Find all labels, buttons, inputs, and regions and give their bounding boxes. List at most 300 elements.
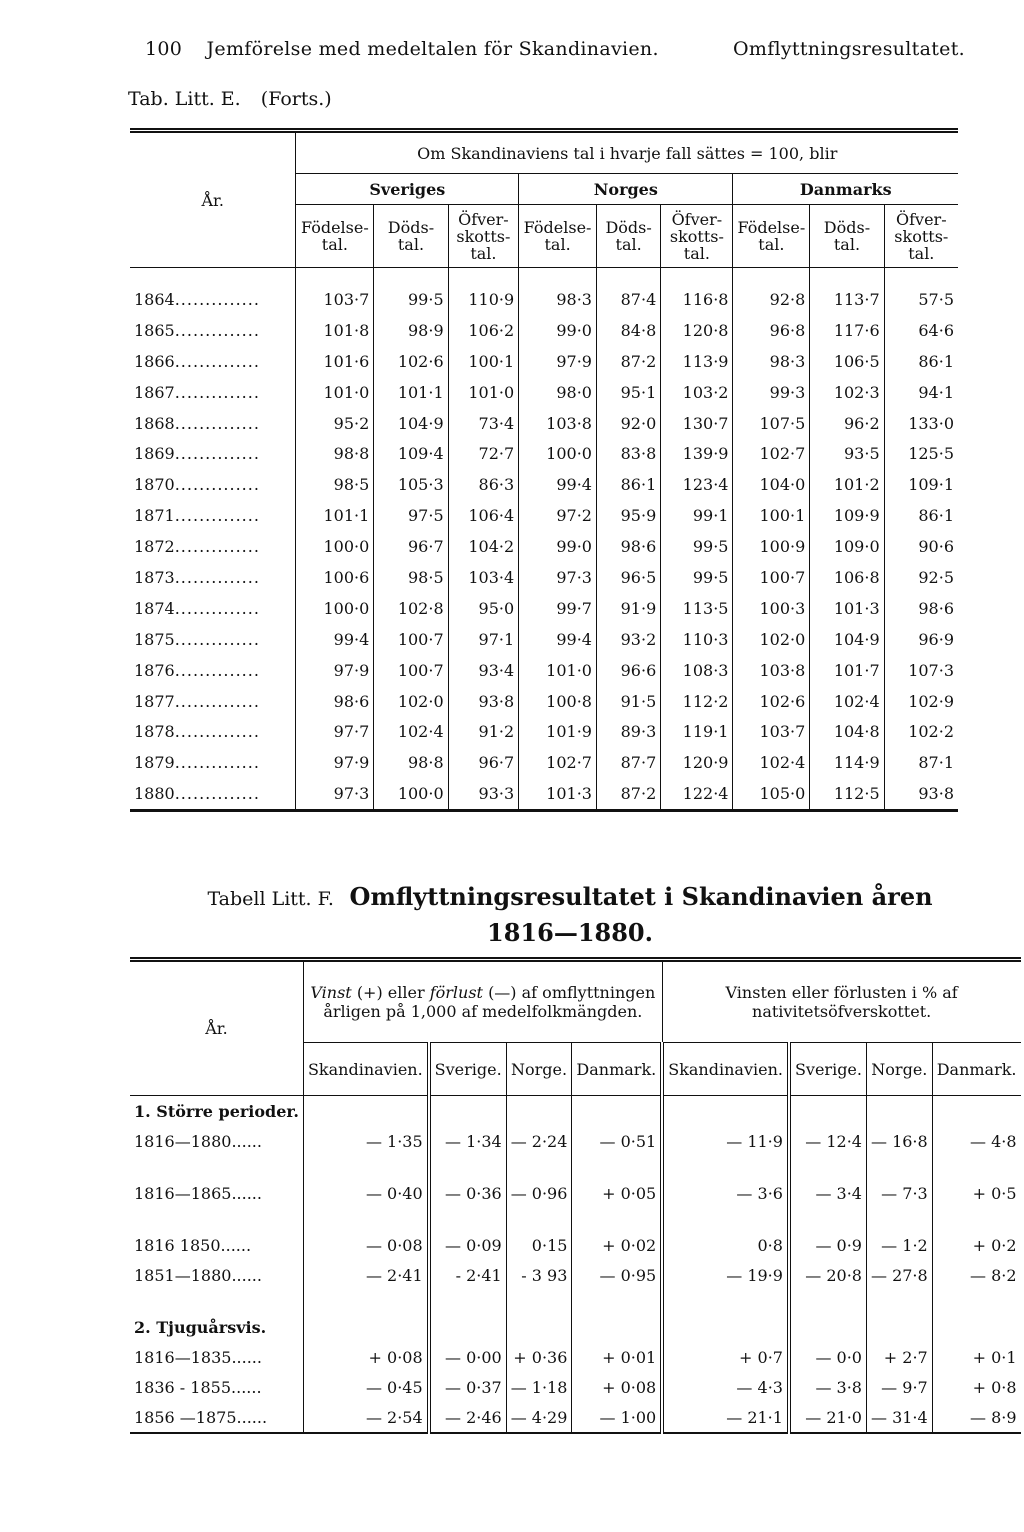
cell-value: 104·0 [733,469,810,500]
page-number: 100 [145,38,183,60]
cell-value: 97·9 [296,747,374,778]
section-title: 1. Större perioder. [134,1101,299,1121]
cell-value: + 0·08 [572,1372,662,1402]
cell-value: 95·9 [596,500,660,531]
empty-cell [303,1208,428,1230]
cell-value: 93·5 [810,438,884,469]
cell-value: 98·3 [519,268,597,315]
col-sverige: Sverige. [789,1043,867,1096]
empty-cell [866,1312,932,1342]
cell-value: + 0·2 [932,1230,1020,1260]
row-year [130,747,296,778]
cell-value: 110·3 [661,624,733,655]
table-f-label: Tabell Litt. F. [207,888,334,910]
cell-value: 73·4 [448,408,519,439]
cell-value: — 9·7 [866,1372,932,1402]
forts-label: (Forts.) [260,88,332,110]
cell-value: 98·8 [374,747,448,778]
cell-value: 109·1 [884,469,958,500]
cell-value: + 0·5 [932,1178,1020,1208]
row-year [130,531,296,562]
cell-value: 104·2 [448,531,519,562]
cell-value: 112·5 [810,778,884,810]
leader-dots: .............. [174,629,260,649]
cell-value: — 1·18 [506,1372,572,1402]
table-row [130,562,958,593]
section-row [130,1312,1021,1342]
table-row [130,655,958,686]
cell-value: 97·7 [296,716,374,747]
cell-value: + 0·8 [932,1372,1020,1402]
col-ofverskottstal: Öfver-skotts-tal. [448,205,519,268]
col-skandinavien: Skandinavien. [662,1043,789,1096]
cell-value: 96·7 [448,747,519,778]
cell-value: 123·4 [661,469,733,500]
row-year-label: 1868 [134,413,175,433]
cell-value: 93·4 [448,655,519,686]
table2-caption-left [303,960,662,1043]
empty-cell [572,1096,662,1127]
leader-dots: .............. [174,382,260,402]
cell-value: 0·15 [506,1230,572,1260]
cell-value: 102·4 [374,716,448,747]
table2-caption-right: Vinsten eller förlusten i % af nativitetsöfverskottet. [662,960,1020,1043]
cell-value: 103·7 [296,268,374,315]
cell-value: 98·6 [296,686,374,717]
leader-dots: .............. [174,351,260,371]
leader-dots: ...... [220,1235,252,1255]
cell-value: 102·7 [519,747,597,778]
table-row [130,1178,1021,1208]
cell-value: 102·4 [733,747,810,778]
cell-value: 95·0 [448,593,519,624]
row-year-label: 1877 [134,691,175,711]
cell-value: — 4·3 [662,1372,789,1402]
row-year [130,1260,303,1290]
empty-cell [303,1156,428,1178]
table-row [130,593,958,624]
row-year [130,346,296,377]
cell-value: — 11·9 [662,1126,789,1156]
row-year [130,315,296,346]
cell-value: 99·5 [374,268,448,315]
cell-value: 110·9 [448,268,519,315]
cell-value: 139·9 [661,438,733,469]
cell-value: 101·0 [519,655,597,686]
year-header: År. [130,131,296,268]
cell-value: 87·1 [884,747,958,778]
table-label [128,88,346,110]
leader-dots: .............. [174,567,260,587]
table-row [130,500,958,531]
cell-value: 120·9 [661,747,733,778]
cell-value: 97·2 [519,500,597,531]
empty-cell [429,1096,507,1127]
empty-cell [506,1208,572,1230]
empty-cell [789,1290,867,1312]
row-year [130,562,296,593]
table-row [130,624,958,655]
cell-value: + 2·7 [866,1342,932,1372]
row-year-label: 1871 [134,506,175,526]
row-year-label: 1816—1835 [134,1347,232,1367]
cell-value: — 0·08 [303,1230,428,1260]
empty-cell [662,1208,789,1230]
table-row [130,1260,1021,1290]
empty-cell [429,1312,507,1342]
cell-value: 104·9 [374,408,448,439]
cell-value: 96·9 [884,624,958,655]
table-row [130,716,958,747]
cell-value: 105·3 [374,469,448,500]
empty-cell [866,1096,932,1127]
row-year-label: 1869 [134,444,175,464]
row-year [130,438,296,469]
row-year-label: 1880 [134,784,175,804]
cell-value: — 4·29 [506,1402,572,1433]
cell-value: 96·5 [596,562,660,593]
cell-value: + 0·7 [662,1342,789,1372]
row-year [130,1402,303,1433]
cell-value: 93·8 [448,686,519,717]
cell-value: 97·5 [374,500,448,531]
row-year-label: 1816 1850 [134,1235,221,1255]
cell-value: 92·5 [884,562,958,593]
cell-value: 99·4 [296,624,374,655]
table-row [130,1126,1021,1156]
cell-value: — 3·8 [789,1372,867,1402]
cell-value: 100·8 [519,686,597,717]
empty-cell [572,1208,662,1230]
leader-dots: .............. [174,320,260,340]
cell-value: — 8·9 [932,1402,1020,1433]
table1-caption: Om Skandinaviens tal i hvarje fall sättes = 100, blir [296,131,958,174]
row-year [130,716,296,747]
cell-value: 101·8 [296,315,374,346]
cell-value: 87·7 [596,747,660,778]
cell-value: — 1·2 [866,1230,932,1260]
cell-value: 101·3 [810,593,884,624]
group-danmarks: Danmarks [733,174,958,205]
empty-cell [789,1312,867,1342]
empty-cell [130,1290,303,1312]
cell-value: - 3 93 [506,1260,572,1290]
cell-value: 101·0 [448,377,519,408]
cell-value: 117·6 [810,315,884,346]
cell-value: 101·0 [296,377,374,408]
cell-value: 133·0 [884,408,958,439]
section-title: 2. Tjuguårsvis. [134,1317,267,1337]
row-year-label: 1864 [134,289,175,309]
cell-value: — 0·96 [506,1178,572,1208]
cell-value: 87·4 [596,268,660,315]
cell-value: 97·9 [519,346,597,377]
cell-value: 96·7 [374,531,448,562]
row-year [130,624,296,655]
cell-value: — 8·2 [932,1260,1020,1290]
empty-cell [932,1208,1020,1230]
cell-value: 93·8 [884,778,958,810]
cell-value: — 1·00 [572,1402,662,1433]
row-year-label: 1856 —1875 [134,1407,237,1427]
cell-value: 96·6 [596,655,660,686]
cell-value: 92·0 [596,408,660,439]
cell-value: 100·6 [296,562,374,593]
table-row [130,438,958,469]
empty-cell [662,1312,789,1342]
cell-value: 98·0 [519,377,597,408]
cell-value: 101·7 [810,655,884,686]
empty-cell [789,1208,867,1230]
cell-value: 97·1 [448,624,519,655]
cell-value: 102·9 [884,686,958,717]
row-year [130,408,296,439]
empty-cell [572,1290,662,1312]
leader-dots: .............. [174,722,260,742]
cell-value: 102·3 [810,377,884,408]
cell-value: 100·7 [374,655,448,686]
empty-cell [662,1290,789,1312]
col-ofverskottstal: Öfver-skotts-tal. [884,205,958,268]
cell-value: — 2·46 [429,1402,507,1433]
table-row [130,778,958,810]
cell-value: 99·4 [519,624,597,655]
row-year-label: 1878 [134,722,175,742]
leader-dots: ...... [231,1265,262,1285]
cell-value: 103·8 [733,655,810,686]
table-row [130,268,958,315]
cell-value: 91·5 [596,686,660,717]
empty-cell [429,1290,507,1312]
empty-cell [866,1156,932,1178]
leader-dots: .............. [174,289,260,309]
row-year [130,655,296,686]
cell-value: 109·9 [810,500,884,531]
cell-value: 100·7 [733,562,810,593]
cell-value: + 0·36 [506,1342,572,1372]
cell-value: — 0·36 [429,1178,507,1208]
empty-cell [572,1156,662,1178]
empty-cell [130,1156,303,1178]
cell-value: — 0·37 [429,1372,507,1402]
cell-value: 104·9 [810,624,884,655]
table-row [130,346,958,377]
cell-value: 109·0 [810,531,884,562]
cell-value: 109·4 [374,438,448,469]
cell-value: — 2·54 [303,1402,428,1433]
cell-value: — 12·4 [789,1126,867,1156]
cell-value: — 1·34 [429,1126,507,1156]
header-right-title: Omflyttningsresultatet. [733,38,965,60]
cell-value: 86·1 [884,346,958,377]
cell-value: 98·6 [884,593,958,624]
cell-value: 99·0 [519,531,597,562]
cell-value: 113·9 [661,346,733,377]
cell-value: 101·3 [519,778,597,810]
cell-value: 102·2 [884,716,958,747]
cell-value: 0·8 [662,1230,789,1260]
cell-value: 101·9 [519,716,597,747]
leader-dots: ...... [231,1347,262,1367]
cell-value: 95·1 [596,377,660,408]
cell-value: — 0·40 [303,1178,428,1208]
col-fodelsetal: Födelse-tal. [733,205,810,268]
leader-dots: ...... [236,1407,268,1427]
cell-value: 101·6 [296,346,374,377]
cell-value: + 0·02 [572,1230,662,1260]
row-year-label: 1866 [134,351,175,371]
cell-value: 92·8 [733,268,810,315]
cell-value: 106·8 [810,562,884,593]
col-norge: Norge. [866,1043,932,1096]
cell-value: 130·7 [661,408,733,439]
cell-value: — 3·4 [789,1178,867,1208]
cell-value: 87·2 [596,346,660,377]
empty-cell [932,1290,1020,1312]
empty-cell [789,1096,867,1127]
col-skandinavien: Skandinavien. [303,1043,428,1096]
table-row [130,408,958,439]
cell-value: — 0·00 [429,1342,507,1372]
cell-value: 100·1 [448,346,519,377]
table-row [130,315,958,346]
table-label-text: Tab. Litt. E. [128,88,241,110]
cell-value: 100·0 [296,593,374,624]
empty-cell [303,1096,428,1127]
empty-cell [429,1156,507,1178]
cell-value: — 0·9 [789,1230,867,1260]
cell-value: 107·5 [733,408,810,439]
cell-value: 105·0 [733,778,810,810]
table-row [130,1342,1021,1372]
cell-value: 64·6 [884,315,958,346]
row-year-label: 1873 [134,567,175,587]
row-year [130,469,296,500]
cell-value: — 21·0 [789,1402,867,1433]
cell-value: 103·8 [519,408,597,439]
group-norges: Norges [519,174,733,205]
row-year [130,1178,303,1208]
cell-value: 86·1 [596,469,660,500]
cell-value: 86·1 [884,500,958,531]
cell-value: 99·4 [519,469,597,500]
row-year [130,1372,303,1402]
cell-value: 83·8 [596,438,660,469]
cell-value: — 0·45 [303,1372,428,1402]
col-fodelsetal: Födelse-tal. [296,205,374,268]
row-year-label: 1865 [134,320,175,340]
cell-value: 95·2 [296,408,374,439]
cell-value: 98·8 [296,438,374,469]
row-year [130,377,296,408]
cell-value: 106·4 [448,500,519,531]
caption-rest: (—) af omflyttningen årligen på 1,000 af medelfolkmängden. [323,983,656,1021]
cell-value: 97·3 [296,778,374,810]
row-year-label: 1874 [134,598,175,618]
row-year [130,778,296,810]
cell-value: 57·5 [884,268,958,315]
cell-value: 99·0 [519,315,597,346]
table-litt-f [130,957,1021,1434]
cell-value: 98·5 [374,562,448,593]
running-header [145,38,965,60]
cell-value: 119·1 [661,716,733,747]
empty-cell [303,1312,428,1342]
cell-value: — 21·1 [662,1402,789,1433]
cell-value: 72·7 [448,438,519,469]
cell-value: 100·7 [374,624,448,655]
row-year-label: 1872 [134,537,175,557]
cell-value: — 19·9 [662,1260,789,1290]
table-f-heading: Omflyttningsresultatet i Skandinavien åren 1816—1880. [349,882,933,947]
cell-value: 91·9 [596,593,660,624]
cell-value: 106·2 [448,315,519,346]
col-sverige: Sverige. [429,1043,507,1096]
cell-value: 101·1 [374,377,448,408]
cell-value: 107·3 [884,655,958,686]
leader-dots: .............. [174,444,260,464]
cell-value: 116·8 [661,268,733,315]
cell-value: — 2·24 [506,1126,572,1156]
cell-value: 102·0 [374,686,448,717]
leader-dots: ...... [231,1183,262,1203]
row-year [130,686,296,717]
row-year-label: 1875 [134,629,175,649]
cell-value: 87·2 [596,778,660,810]
empty-cell [506,1156,572,1178]
leader-dots: .............. [174,784,260,804]
cell-value: — 20·8 [789,1260,867,1290]
cell-value: 102·4 [810,686,884,717]
cell-value: — 0·0 [789,1342,867,1372]
table-row [130,1402,1021,1433]
cell-value: 100·1 [733,500,810,531]
cell-value: — 27·8 [866,1260,932,1290]
empty-cell [662,1096,789,1127]
group-sveriges: Sveriges [296,174,519,205]
cell-value: 91·2 [448,716,519,747]
cell-value: 103·7 [733,716,810,747]
col-danmark: Danmark. [932,1043,1020,1096]
row-year [130,268,296,315]
empty-cell [932,1096,1020,1127]
leader-dots: ...... [231,1131,262,1151]
spacer-row [130,1290,1021,1312]
cell-value: 102·8 [374,593,448,624]
cell-value: 99·1 [661,500,733,531]
row-year-label: 1876 [134,660,175,680]
empty-cell [429,1208,507,1230]
row-year-label: 1816—1865 [134,1183,232,1203]
leader-dots: .............. [174,413,260,433]
cell-value: 98·5 [296,469,374,500]
row-year-label: 1836 - 1855 [134,1377,232,1397]
cell-value: + 0·01 [572,1342,662,1372]
cell-value: 100·0 [296,531,374,562]
cell-value: 99·3 [733,377,810,408]
cell-value: 112·2 [661,686,733,717]
row-year [130,593,296,624]
leader-dots: .............. [174,506,260,526]
cell-value: 101·1 [296,500,374,531]
cell-value: 96·2 [810,408,884,439]
cell-value: 100·0 [519,438,597,469]
cell-value: + 0·08 [303,1342,428,1372]
cell-value: 98·6 [596,531,660,562]
row-year-label: 1816—1880 [134,1131,232,1151]
cell-value: 93·3 [448,778,519,810]
cell-value: — 16·8 [866,1126,932,1156]
